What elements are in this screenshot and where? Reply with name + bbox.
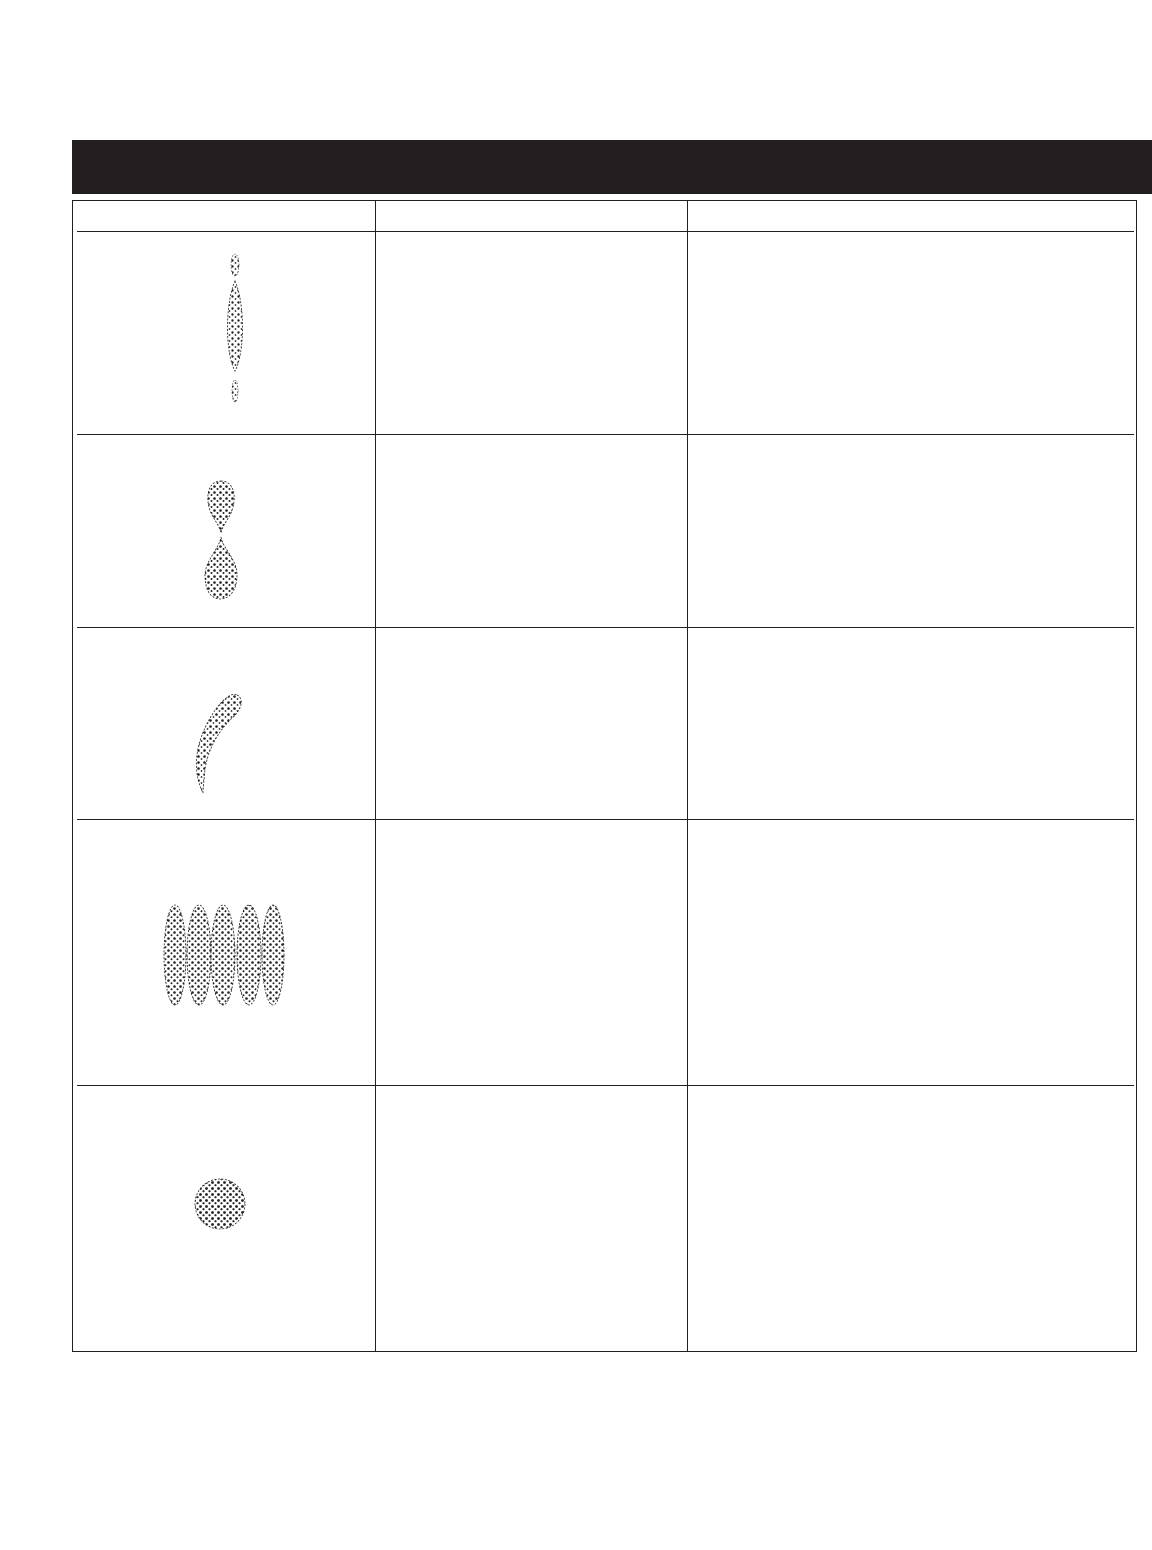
row-divider xyxy=(77,819,1134,820)
spray-streak-pattern-icon xyxy=(213,253,253,405)
title-bar xyxy=(72,140,1152,194)
row-divider xyxy=(77,627,1134,628)
row-divider xyxy=(77,231,1134,232)
spray-pattern-table xyxy=(72,200,1137,1352)
round-spray-pattern-icon xyxy=(193,1175,251,1233)
row-divider xyxy=(77,1085,1134,1086)
row-divider xyxy=(77,434,1134,435)
column-divider xyxy=(687,201,688,1351)
curved-spray-pattern-icon xyxy=(185,689,245,795)
fingered-spray-pattern-icon xyxy=(161,901,289,1009)
column-divider xyxy=(375,201,376,1351)
split-spray-pattern-icon xyxy=(201,479,251,601)
